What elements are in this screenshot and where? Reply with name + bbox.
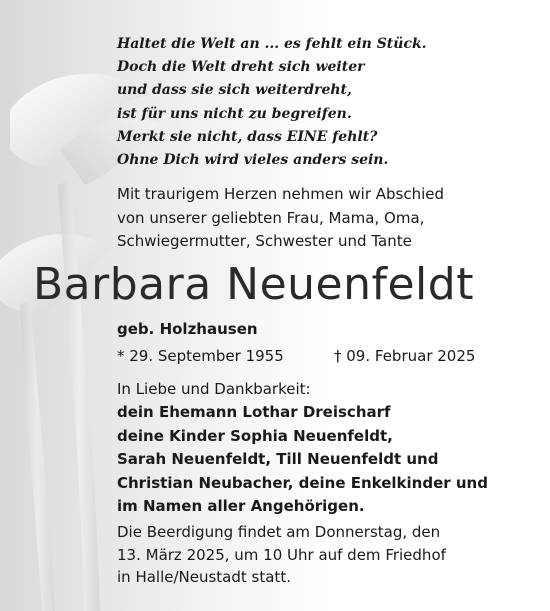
- intro-line: Mit traurigem Herzen nehmen wir Abschied: [117, 185, 445, 203]
- mourner-line: Sarah Neuenfeldt, Till Neuenfeldt und: [117, 450, 439, 469]
- intro-line: von unserer geliebten Frau, Mama, Oma,: [117, 208, 425, 227]
- poem-line: Ohne Dich wird vieles anders sein.: [117, 151, 389, 168]
- poem-line: Haltet die Welt an ... es fehlt ein Stück.: [117, 36, 427, 52]
- intro-line: Schwiegermutter, Schwester und Tante: [117, 232, 412, 250]
- funeral-line: in Halle/Neustadt statt.: [117, 568, 291, 587]
- birth-date: * 29. September 1955: [117, 347, 284, 365]
- mourner-line: Christian Neubacher, deine Enkelkinder und: [117, 473, 488, 492]
- mourners-lead: In Liebe und Dankbarkeit:: [117, 380, 311, 398]
- farewell-intro: [117, 183, 444, 254]
- mourner-line: im Namen aller Angehörigen.: [117, 496, 365, 515]
- funeral-info: [117, 521, 446, 589]
- death-date: † 09. Februar 2025: [334, 347, 476, 365]
- poem-line: und dass sie sich weiterdreht,: [117, 82, 352, 99]
- poem-line: ist für uns nicht zu begreifen.: [117, 105, 352, 122]
- mourner-line: dein Ehemann Lothar Dreischarf: [117, 403, 391, 422]
- mourners-list: [117, 378, 488, 518]
- poem-line: Merkt sie nicht, dass EINE fehlt?: [117, 128, 378, 145]
- funeral-line: 13. März 2025, um 10 Uhr auf dem Friedhof: [117, 545, 446, 564]
- maiden-name: geb. Holzhausen: [117, 320, 258, 338]
- funeral-line: Die Beerdigung findet am Donnerstag, den: [117, 523, 441, 541]
- memorial-poem: [117, 33, 427, 172]
- mourner-line: deine Kinder Sophia Neuenfeldt,: [117, 426, 393, 445]
- deceased-name: Barbara Neuenfeldt: [33, 259, 474, 310]
- poem-line: Doch die Welt dreht sich weiter: [117, 59, 365, 76]
